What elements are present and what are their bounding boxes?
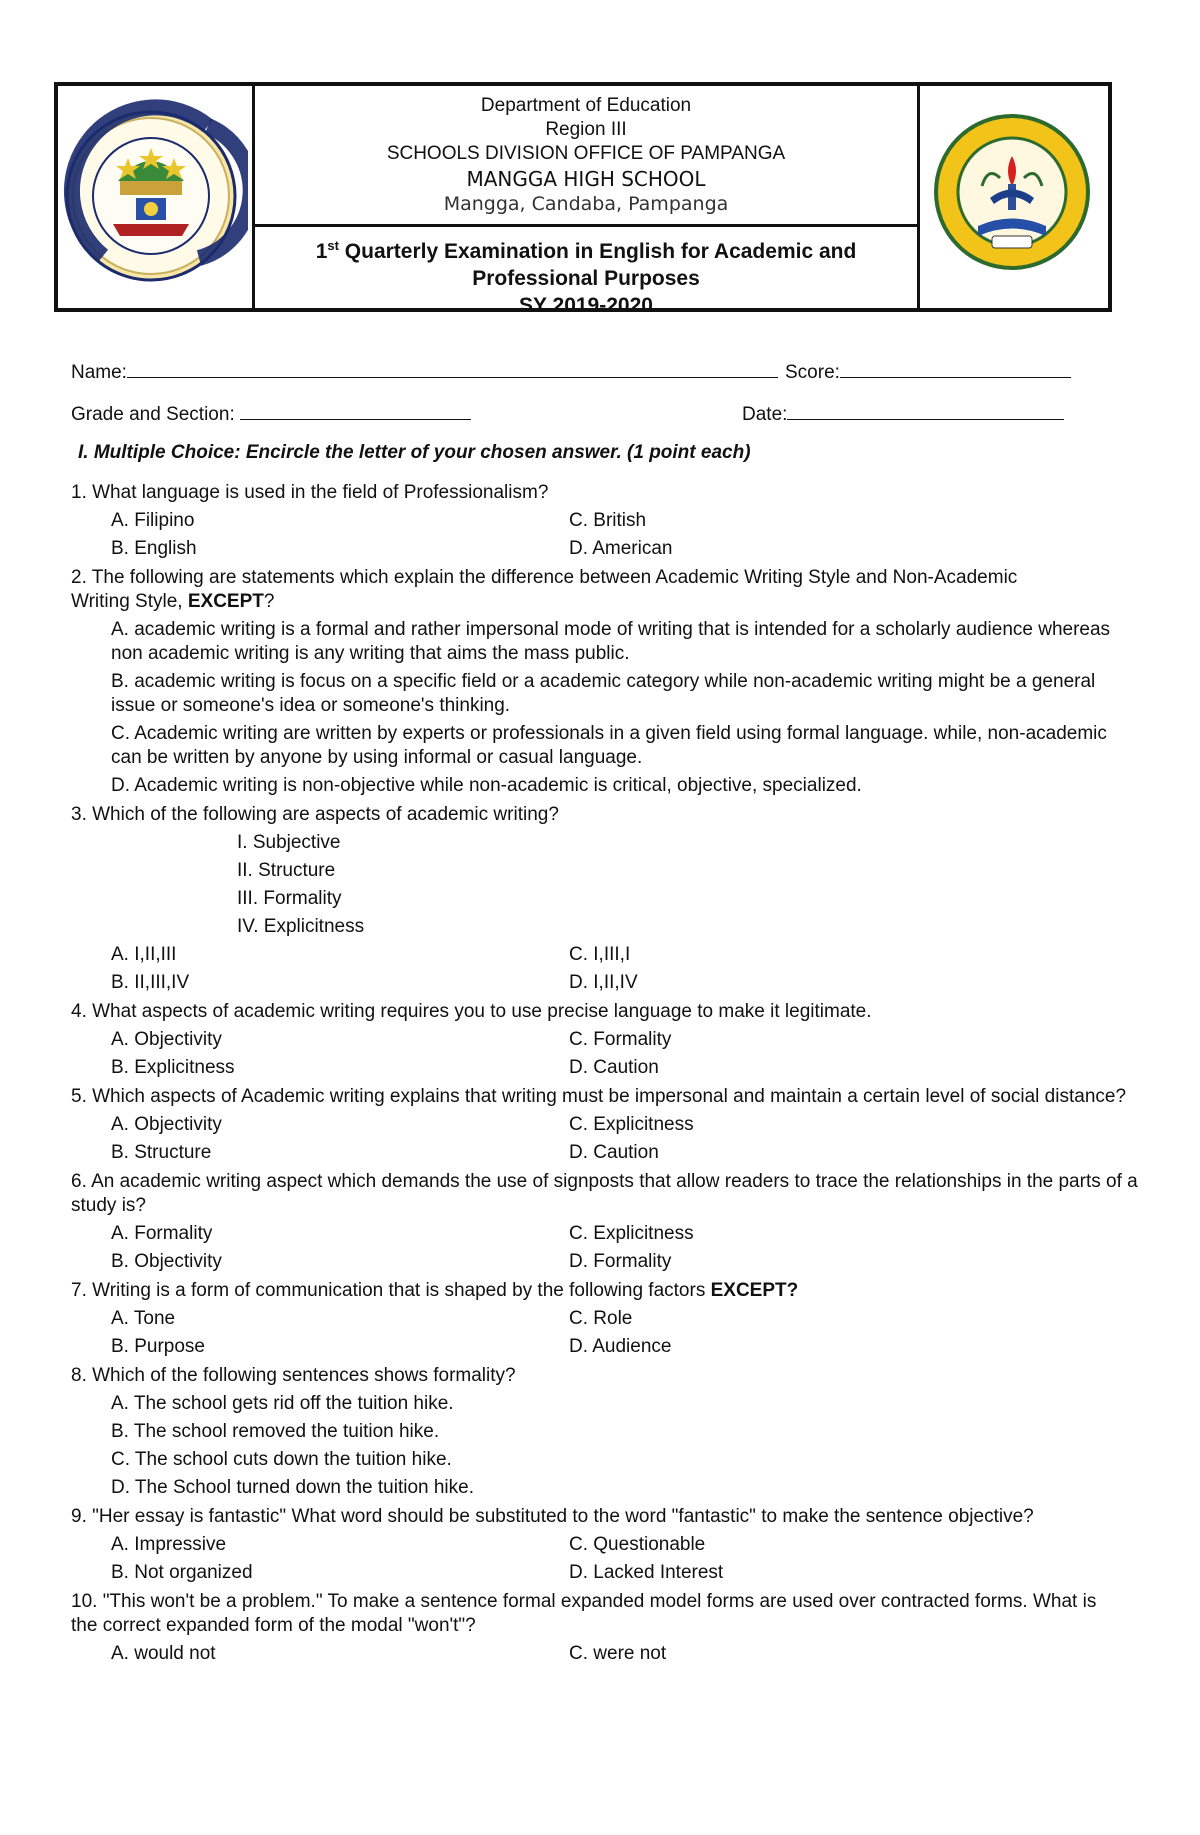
date-label: Date: [742,404,788,425]
school-name: MANGGA HIGH SCHOOL [466,167,706,191]
score-label: Score: [785,362,840,383]
q2-option-d[interactable]: D. Academic writing is non-objective while non-academic is critical, objective, specialized. [111,775,862,796]
exam-title-text: Quarterly Examination in English for Academic and [338,240,857,263]
q5-option-c[interactable]: C. Explicitness [569,1114,694,1135]
exam-title [255,227,917,317]
question-5: 5. Which aspects of Academic writing explains that writing must be impersonal and maintain a certain level of social distance? [71,1086,1127,1107]
school-seal-logo [920,86,1105,308]
q5-option-b[interactable]: B. Structure [111,1142,212,1163]
name-field-row [71,359,778,384]
question-2-except: EXCEPT [187,591,264,612]
question-6-options-row2 [71,1250,1141,1274]
date-blank[interactable] [787,401,1064,420]
question-list [71,481,1141,1666]
q7-option-a[interactable]: A. Tone [111,1308,176,1329]
question-3-options-row1 [71,943,1141,967]
question-10: 10. "This won't be a problem." To make a sentence formal expanded model forms are used over contracted forms. What is the correct expanded form of the modal "won't"? [71,1591,1097,1636]
q2-option-b[interactable]: B. academic writing is focus on a specific field or a academic category while non-academic writing might be a general issue or someone's idea or someone's thinking. [111,671,1096,716]
question-9-options-row1 [71,1533,1141,1557]
q7-option-b[interactable]: B. Purpose [111,1336,205,1357]
question-1-options-row1 [71,509,1141,533]
question-7 [71,1279,1141,1303]
q3-item: IV. Explicitness [237,916,365,937]
instructions: I. Multiple Choice: Encircle the letter of your chosen answer. (1 point each) [78,442,751,463]
q7-option-d[interactable]: D. Audience [569,1336,672,1357]
q4-option-a[interactable]: A. Objectivity [111,1029,222,1050]
q2-option-a[interactable]: A. academic writing is a formal and rather impersonal mode of writing that is intended for a scholarly audience whereas non academic writing is any writing that aims the mass public. [111,619,1111,664]
q6-option-d[interactable]: D. Formality [569,1251,672,1272]
q9-option-a[interactable]: A. Impressive [111,1534,227,1555]
q1-option-b[interactable]: B. English [111,538,197,559]
q10-option-a[interactable]: A. would not [111,1643,216,1664]
q5-option-a[interactable]: A. Objectivity [111,1114,222,1135]
name-label: Name: [71,362,127,383]
question-9: 9. "Her essay is fantastic" What word should be substituted to the word "fantastic" to make the sentence objective? [71,1506,1034,1527]
office-block [255,86,917,227]
exam-title-line1 [255,232,917,265]
grade-field-row [71,401,471,426]
q3-item: I. Subjective [237,832,341,853]
deped-seal-logo [58,86,248,308]
date-field-row [742,401,1064,426]
region-line: Region III [545,119,627,140]
grade-section-blank[interactable] [240,401,471,420]
question-10-options-row1 [71,1642,1141,1666]
q3-option-d[interactable]: D. I,II,IV [569,972,638,993]
q6-option-a[interactable]: A. Formality [111,1223,213,1244]
question-2 [71,566,1071,614]
q3-option-c[interactable]: C. I,III,I [569,944,631,965]
question-1: 1. What language is used in the field of Professionalism? [71,482,549,503]
question-7-options-row1 [71,1307,1141,1331]
question-4: 4. What aspects of academic writing requires you to use precise language to make it legitimate. [71,1001,872,1022]
question-8: 8. Which of the following sentences shows formality? [71,1365,516,1386]
department-line: Department of Education [480,95,692,116]
division-line: SCHOOLS DIVISION OFFICE OF PAMPANGA [386,143,786,164]
school-year: SY 2019-2020 [519,294,653,317]
q4-option-b[interactable]: B. Explicitness [111,1057,235,1078]
question-9-options-row2 [71,1561,1141,1585]
q9-option-b[interactable]: B. Not organized [111,1562,253,1583]
question-6: 6. An academic writing aspect which demands the use of signposts that allow readers to trace the relationships in the parts of a study is? [71,1171,1138,1216]
q9-option-c[interactable]: C. Questionable [569,1534,706,1555]
deped-logo-cell [58,86,255,308]
q6-option-c[interactable]: C. Explicitness [569,1223,694,1244]
question-5-options-row1 [71,1113,1141,1137]
q3-option-b[interactable]: B. II,III,IV [111,972,190,993]
q3-option-a[interactable]: A. I,II,III [111,944,177,965]
q1-option-c[interactable]: C. British [569,510,647,531]
score-blank[interactable] [840,359,1071,378]
name-blank[interactable] [127,359,778,378]
grade-section-label: Grade and Section: [71,404,235,425]
question-3: 3. Which of the following are aspects of academic writing? [71,804,559,825]
exam-ordinal-number: 1 [315,240,328,263]
q3-item: II. Structure [237,860,336,881]
exam-header [54,82,1112,317]
question-7-text: 7. Writing is a form of communication that is shaped by the following factors [71,1280,711,1301]
q4-option-c[interactable]: C. Formality [569,1029,672,1050]
question-2-text: 2. The following are statements which explain the difference between Academic Writing Style and Non-Academic Writing Style, [71,567,1018,612]
q7-option-c[interactable]: C. Role [569,1308,633,1329]
q1-option-d[interactable]: D. American [569,538,673,559]
school-logo-cell [917,86,1108,308]
q8-option-a[interactable]: A. The school gets rid off the tuition hike. [111,1393,454,1414]
q3-item: III. Formality [237,888,342,909]
q9-option-d[interactable]: D. Lacked Interest [569,1562,724,1583]
question-6-options-row1 [71,1222,1141,1246]
question-4-options-row2 [71,1056,1141,1080]
header-center [255,86,917,317]
q8-option-d[interactable]: D. The School turned down the tuition hike. [111,1477,474,1498]
question-2-end: ? [263,591,275,612]
question-7-options-row2 [71,1335,1141,1359]
q4-option-d[interactable]: D. Caution [569,1057,659,1078]
exam-ordinal-suffix: st [327,238,339,253]
exam-title-line2: Professional Purposes [472,267,700,290]
q8-option-b[interactable]: B. The school removed the tuition hike. [111,1421,440,1442]
q6-option-b[interactable]: B. Objectivity [111,1251,222,1272]
q2-option-c[interactable]: C. Academic writing are written by experts or professionals in a given field using formal language. while, non-academic can be written by anyone by using informal or casual language. [111,723,1107,768]
school-address: Mangga, Candaba, Pampanga [443,193,729,215]
score-field-row [785,359,1071,384]
question-1-options-row2 [71,537,1141,561]
question-4-options-row1 [71,1028,1141,1052]
q10-option-c[interactable]: C. were not [569,1643,667,1664]
question-3-options-row2 [71,971,1141,995]
question-5-options-row2 [71,1141,1141,1165]
q8-option-c[interactable]: C. The school cuts down the tuition hike. [111,1449,452,1470]
q5-option-d[interactable]: D. Caution [569,1142,659,1163]
q1-option-a[interactable]: A. Filipino [111,510,195,531]
question-7-except: EXCEPT? [710,1280,799,1301]
